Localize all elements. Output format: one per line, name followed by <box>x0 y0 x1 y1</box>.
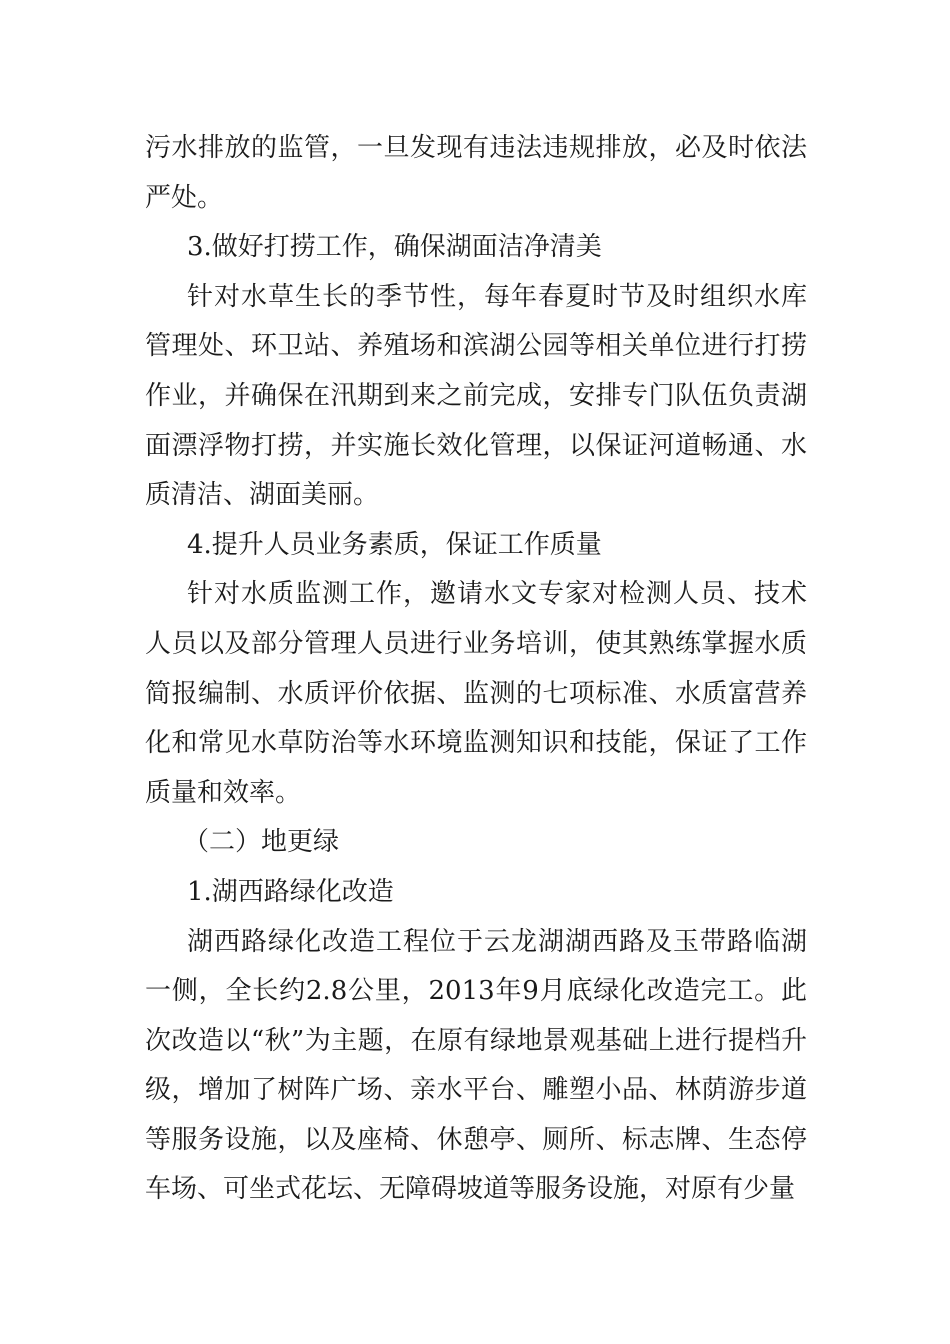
document-body <box>145 124 807 1215</box>
heading-salvage-work: 3.做好打捞工作，确保湖面洁净清美 <box>187 232 602 263</box>
section-heading-greener: （二）地更绿 <box>183 827 340 858</box>
heading-staff-quality: 4.提升人员业务素质，保证工作质量 <box>187 529 602 560</box>
paragraph-staff-quality: 针对水质监测工作，邀请水文专家对检测人员、技术人员以及部分管理人员进行业务培训，使其熟练掌握水质简报编制、水质评价依据、监测的七项标准、水质富营养化和常见水草防治等水环境监测知识和技能，保证了工作质量和效率。 <box>145 579 807 808</box>
paragraph-sewage-supervision: 污水排放的监管，一旦发现有违法违规排放，必及时依法严处。 <box>145 133 807 213</box>
paragraph-huxi-road: 湖西路绿化改造工程位于云龙湖湖西路及玉带路临湖一侧，全长约2.8公里，2013年9月底绿化改造完工。此次改造以“秋”为主题，在原有绿地景观基础上进行提档升级，增加了树阵广场、亲水平台、雕塑小品、林荫游步道等服务设施，以及座椅、休憩亭、厕所、标志牌、生态停车场、可坐式花坛、无障碍坡道等服务设施，对原有少量 <box>145 926 807 1205</box>
heading-huxi-road: 1.湖西路绿化改造 <box>187 876 394 907</box>
paragraph-salvage-work: 针对水草生长的季节性，每年春夏时节及时组织水库管理处、环卫站、养殖场和滨湖公园等相关单位进行打捞作业，并确保在汛期到来之前完成，安排专门队伍负责湖面漂浮物打捞，并实施长效化管理，以保证河道畅通、水质清洁、湖面美丽。 <box>145 281 807 511</box>
